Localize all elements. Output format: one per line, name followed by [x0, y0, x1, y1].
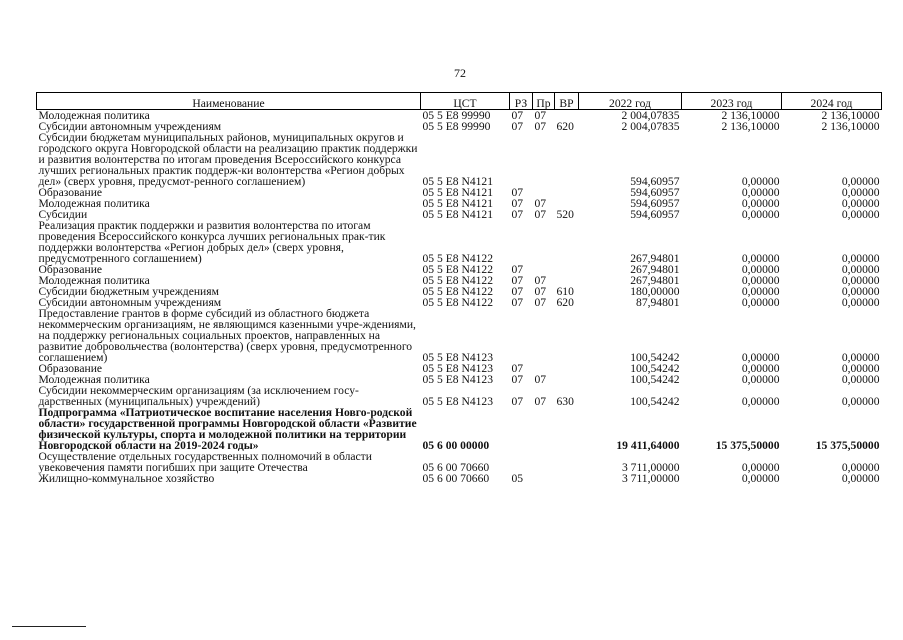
cell-2024: 0,00000	[841, 197, 880, 210]
cell-2022: 180,00000	[630, 285, 680, 298]
cell-2023: 15 375,50000	[715, 439, 780, 452]
cell-2022: 3 711,00000	[621, 472, 680, 485]
budget-table	[36, 92, 882, 484]
cell-2022: 100,54242	[630, 351, 680, 364]
cell-2023: 0,00000	[741, 252, 780, 265]
header-rz: РЗ	[510, 93, 533, 110]
cell-2022: 267,94801	[630, 274, 680, 287]
cell-2024: 0,00000	[841, 472, 880, 485]
cell-cst: 05 5 E8 N4122	[422, 274, 494, 287]
cell-2023: 0,00000	[741, 472, 780, 485]
cell-cst: 05 5 E8 N4121	[422, 208, 494, 221]
cell-2022: 267,94801	[630, 263, 680, 276]
cell-2023: 0,00000	[741, 274, 780, 287]
table-row	[37, 308, 882, 363]
cell-2022: 594,60957	[630, 186, 680, 199]
cell-pr: 07	[534, 274, 547, 287]
cell-2023: 0,00000	[741, 285, 780, 298]
table-row	[37, 451, 882, 473]
cell-name: Субсидии бюджетам муниципальных районов, муниципальных округов и городского округа Новгородской области на реализацию практик поддержки и развития волонтерства по итогам проведения Всероссийского конкурса лучших региональных практик поддерж-ки волонтерства «Регион добрых дел» (сверх уровня, предусмот-ренного соглашением)	[38, 131, 418, 188]
cell-vr	[555, 451, 579, 473]
header-name: Наименование	[37, 93, 421, 110]
cell-vr	[555, 187, 579, 198]
cell-2024: 0,00000	[841, 175, 880, 188]
cell-2023: 0,00000	[741, 395, 780, 408]
cell-cst: 05 5 E8 N4122	[422, 296, 494, 309]
cell-2024: 0,00000	[841, 285, 880, 298]
cell-2024: 0,00000	[841, 296, 880, 309]
header-vr: ВР	[555, 93, 579, 110]
cell-rz: 05	[511, 472, 524, 485]
cell-cst: 05 5 E8 N4123	[422, 351, 494, 364]
cell-name: Молодежная политика	[38, 197, 150, 210]
cell-pr: 07	[534, 296, 547, 309]
cell-name: Субсидии	[38, 208, 88, 221]
cell-2022: 2 004,07835	[621, 109, 680, 122]
cell-name: Субсидии некоммерческим организациям (за исключением госу-дарственных (муниципальных) учреждений)	[38, 384, 359, 408]
cell-2022: 87,94801	[636, 296, 680, 309]
header-2022: 2022 год	[579, 93, 682, 110]
cell-2023: 0,00000	[741, 351, 780, 364]
cell-2023: 0,00000	[741, 362, 780, 375]
cell-rz: 07	[511, 186, 524, 199]
cell-vr: 610	[556, 285, 574, 298]
cell-pr: 07	[534, 208, 547, 221]
table-header-row	[37, 93, 882, 110]
cell-rz	[510, 407, 533, 451]
cell-2022: 3 711,00000	[621, 461, 680, 474]
header-pr: Пр	[533, 93, 555, 110]
cell-name: Жилищно-коммунальное хозяйство	[38, 472, 215, 485]
cell-2023: 0,00000	[741, 263, 780, 276]
cell-cst: 05 6 00 00000	[422, 439, 490, 452]
cell-name: Реализация практик поддержки и развития волонтерства по итогам проведения Всероссийского конкурса лучших региональных прак-тик поддержки волонтерства «Регион добрых дел» (сверх уровня, предусмотренного соглашением)	[38, 219, 386, 265]
cell-rz	[510, 132, 533, 187]
cell-rz: 07	[511, 373, 524, 386]
cell-2023: 2 136,10000	[721, 109, 780, 122]
cell-pr	[533, 308, 555, 363]
cell-pr: 07	[534, 373, 547, 386]
cell-pr	[533, 473, 555, 484]
cell-vr: 630	[556, 395, 574, 408]
cell-2022: 267,94801	[630, 252, 680, 265]
cell-pr: 07	[534, 285, 547, 298]
cell-pr: 07	[534, 120, 547, 133]
cell-2024: 0,00000	[841, 461, 880, 474]
cell-cst: 05 5 E8 99990	[422, 120, 491, 133]
cell-vr	[555, 407, 579, 451]
cell-2022: 19 411,64000	[616, 439, 680, 452]
cell-cst: 05 5 E8 N4122	[422, 263, 494, 276]
table-row	[37, 132, 882, 187]
cell-2023: 0,00000	[741, 373, 780, 386]
cell-vr	[555, 132, 579, 187]
cell-2024: 0,00000	[841, 351, 880, 364]
cell-name: Молодежная политика	[38, 109, 150, 122]
cell-rz: 07	[511, 285, 524, 298]
cell-cst: 05 5 E8 N4122	[422, 285, 494, 298]
cell-name: Осуществление отдельных государственных полномочий в области увековечения памяти погибших при защите Отечества	[38, 450, 372, 474]
cell-cst: 05 5 E8 N4123	[422, 373, 494, 386]
cell-name: Предоставление грантов в форме субсидий из областного бюджета некоммерческим организациям, не являющимся казенными учре-ждениями, на поддержку региональных социальных проектов, направленных на развитие добровольчества (волонтерства) (сверх уровня, предусмотренного соглашением)	[38, 307, 416, 364]
cell-pr	[533, 407, 555, 451]
cell-pr: 07	[534, 395, 547, 408]
cell-2023: 0,00000	[741, 197, 780, 210]
cell-name: Образование	[38, 362, 103, 375]
footnote-divider	[12, 626, 86, 627]
cell-vr	[555, 363, 579, 374]
cell-vr	[555, 264, 579, 275]
cell-rz: 07	[511, 208, 524, 221]
cell-rz: 07	[511, 274, 524, 287]
cell-2024: 2 136,10000	[821, 120, 880, 133]
cell-rz: 07	[511, 395, 524, 408]
cell-cst: 05 5 E8 99990	[422, 109, 491, 122]
cell-cst: 05 6 00 70660	[422, 472, 490, 485]
cell-pr	[533, 451, 555, 473]
cell-rz	[510, 451, 533, 473]
cell-pr: 07	[534, 109, 547, 122]
cell-name: Образование	[38, 263, 103, 276]
cell-vr	[555, 374, 579, 385]
cell-rz: 07	[511, 263, 524, 276]
cell-2023: 2 136,10000	[721, 120, 780, 133]
cell-pr	[533, 220, 555, 264]
cell-rz: 07	[511, 109, 524, 122]
cell-2022: 594,60957	[630, 208, 680, 221]
cell-rz	[510, 308, 533, 363]
cell-2024: 0,00000	[841, 186, 880, 199]
cell-cst: 05 5 E8 N4121	[422, 197, 494, 210]
cell-2022: 100,54242	[630, 373, 680, 386]
cell-2022: 594,60957	[630, 175, 680, 188]
cell-2024: 0,00000	[841, 263, 880, 276]
cell-2024: 0,00000	[841, 395, 880, 408]
header-cst: ЦСТ	[421, 93, 510, 110]
cell-rz	[510, 220, 533, 264]
table-row	[37, 473, 882, 484]
cell-name: Молодежная политика	[38, 274, 150, 287]
cell-rz: 07	[511, 296, 524, 309]
cell-name: Субсидии автономным учреждениям	[38, 120, 222, 133]
table-row	[37, 407, 882, 451]
cell-2024: 0,00000	[841, 252, 880, 265]
cell-2022: 100,54242	[630, 362, 680, 375]
cell-name: Субсидии бюджетным учреждениям	[38, 285, 219, 298]
cell-vr: 620	[556, 296, 574, 309]
cell-2023: 0,00000	[741, 208, 780, 221]
cell-2022: 2 004,07835	[621, 120, 680, 133]
cell-2023: 0,00000	[741, 461, 780, 474]
cell-2024: 0,00000	[841, 274, 880, 287]
page-number: 72	[454, 66, 466, 80]
cell-name: Образование	[38, 186, 103, 199]
cell-vr: 620	[556, 120, 574, 133]
header-2024: 2024 год	[782, 93, 882, 110]
cell-vr: 520	[556, 208, 574, 221]
header-2023: 2023 год	[682, 93, 782, 110]
cell-pr: 07	[534, 197, 547, 210]
cell-cst: 05 6 00 70660	[422, 461, 490, 474]
cell-rz: 07	[511, 362, 524, 375]
cell-2024: 2 136,10000	[821, 109, 880, 122]
cell-2023: 0,00000	[741, 175, 780, 188]
table-body	[37, 110, 882, 485]
cell-cst: 05 5 E8 N4121	[422, 186, 494, 199]
cell-2024: 0,00000	[841, 208, 880, 221]
cell-rz: 07	[511, 120, 524, 133]
cell-2022: 594,60957	[630, 197, 680, 210]
table-row	[37, 385, 882, 407]
cell-cst: 05 5 E8 N4123	[422, 362, 494, 375]
cell-rz: 07	[511, 197, 524, 210]
cell-vr	[555, 308, 579, 363]
cell-name: Молодежная политика	[38, 373, 150, 386]
cell-cst: 05 5 E8 N4121	[422, 175, 494, 188]
cell-vr	[555, 473, 579, 484]
table-row	[37, 220, 882, 264]
cell-2023: 0,00000	[741, 186, 780, 199]
cell-cst: 05 5 E8 N4122	[422, 252, 494, 265]
cell-name: Подпрограмма «Патриотическое воспитание населения Новго-родской области» государственной программы Новгородской области «Развитие физической культуры, спорта и молодежной политики на территории Новгородской области на 2019-2024 годы»	[38, 406, 417, 452]
cell-2023: 0,00000	[741, 296, 780, 309]
cell-name: Субсидии автономным учреждениям	[38, 296, 222, 309]
cell-2024: 0,00000	[841, 362, 880, 375]
cell-cst: 05 5 E8 N4123	[422, 395, 494, 408]
cell-pr	[533, 132, 555, 187]
cell-vr	[555, 220, 579, 264]
cell-2024: 0,00000	[841, 373, 880, 386]
cell-2024: 15 375,50000	[815, 439, 880, 452]
cell-2022: 100,54242	[630, 395, 680, 408]
